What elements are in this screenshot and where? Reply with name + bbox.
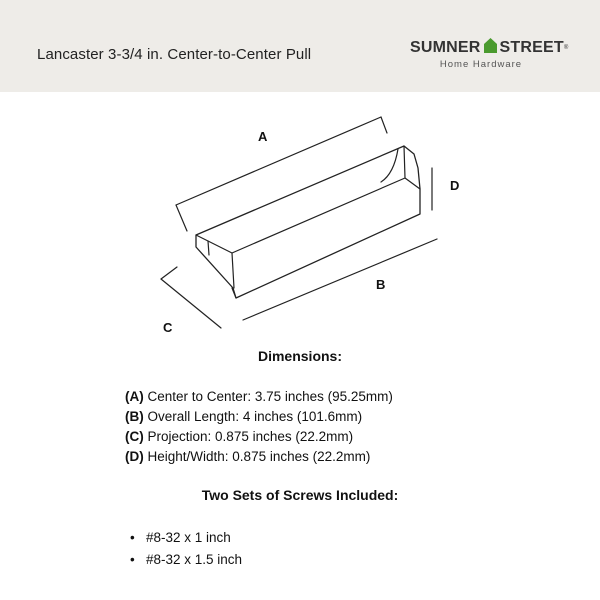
screws-list	[130, 527, 242, 571]
pull-front-left-edge	[196, 235, 234, 288]
dimension-line-c-tick	[161, 267, 177, 279]
dimension-line-a-right-tick	[381, 117, 387, 133]
dimension-item-a: (A) Center to Center: 3.75 inches (95.25mm)	[125, 389, 393, 404]
screws-heading: Two Sets of Screws Included:	[201, 487, 399, 503]
dimension-item-c: (C) Projection: 0.875 inches (22.2mm)	[125, 429, 354, 444]
dimensions-list	[125, 387, 393, 467]
bullet-icon: •	[130, 530, 135, 545]
brand-name-right: STREET	[499, 39, 564, 56]
pull-top-front-edge	[232, 146, 405, 253]
dimension-line-a	[176, 117, 381, 205]
dimensions-heading: Dimensions:	[257, 348, 342, 364]
label-b: B	[376, 277, 386, 292]
house-icon	[484, 38, 497, 58]
brand-name: SUMNER STREET ®	[410, 39, 569, 56]
bullet-icon: •	[130, 552, 135, 567]
label-c: C	[163, 320, 173, 335]
dimension-item-d: (D) Height/Width: 0.875 inches (22.2mm)	[125, 449, 371, 464]
pull-dimension-diagram	[0, 92, 600, 352]
header-banner	[0, 0, 600, 92]
pull-right-edge	[405, 178, 420, 189]
pull-curve-detail	[381, 149, 398, 182]
dimension-item-b: (B) Overall Length: 4 inches (101.6mm)	[125, 409, 363, 424]
screw-item: • #8-32 x 1.5 inch	[130, 549, 242, 571]
screw-item: • #8-32 x 1 inch	[130, 527, 242, 549]
brand-tagline: Home Hardware	[439, 59, 523, 70]
pull-detail-line	[208, 241, 209, 255]
label-a: A	[258, 129, 268, 144]
dimension-line-a-left-tick	[176, 205, 187, 231]
label-d: D	[450, 178, 460, 193]
brand-name-left: SUMNER	[410, 39, 481, 56]
pull-illustration	[0, 92, 600, 352]
product-title: Lancaster 3-3/4 in. Center-to-Center Pull	[37, 46, 312, 63]
brand-logo	[410, 38, 580, 70]
pull-outline	[196, 146, 420, 298]
